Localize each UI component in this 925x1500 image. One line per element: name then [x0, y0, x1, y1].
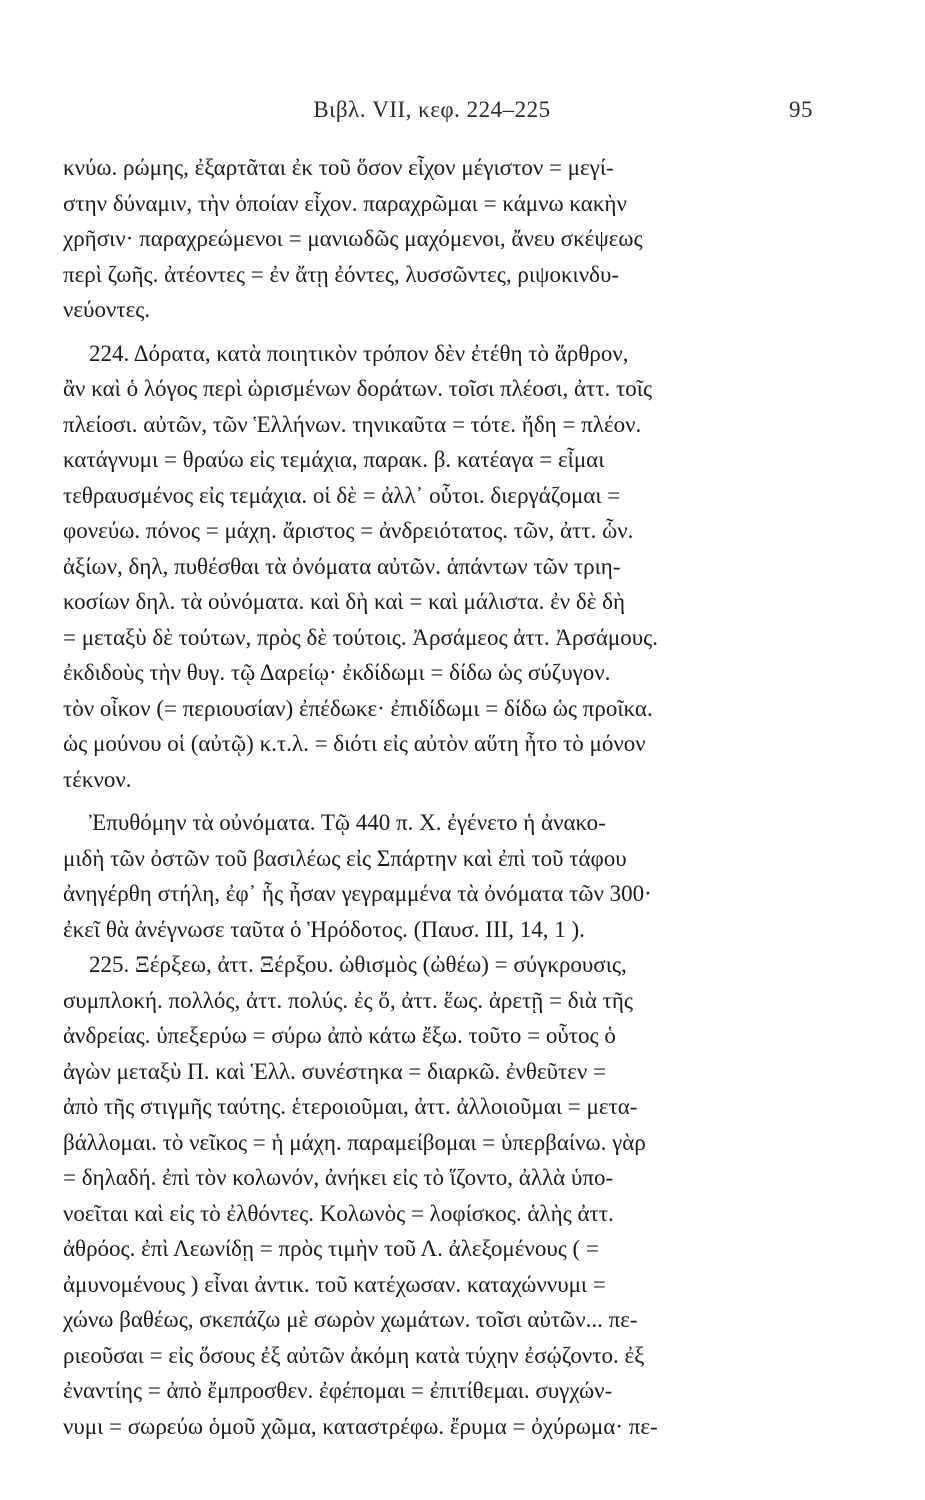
text-line: χώνω βαθέως, σκεπάζω μὲ σωρὸν χωμάτων. τοῖσι αὐτῶν... πε- [63, 1307, 638, 1332]
text-line: φονεύω. πόνος = μάχη. ἄριστος = ἀνδρειότατος. τῶν, ἀττ. ὧν. [63, 518, 634, 543]
text-line: πλείοσι. αὐτῶν, τῶν Ἑλλήνων. τηνικαῦτα = τότε. ἤδη = πλέον. [63, 411, 642, 437]
paragraph-gap [63, 797, 803, 805]
paragraph-gap [63, 328, 803, 336]
text-line: ἀξίων, δηλ, πυθέσθαι τὰ ὀνόματα αὐτῶν. ἁπάντων τῶν τριη- [63, 553, 621, 579]
text-line: νυμι = σωρεύω ὁμοῦ χῶμα, καταστρέφω. ἔρυμα = ὀχύρωμα· πε- [63, 1413, 658, 1439]
text-line: = μεταξὺ δὲ τούτων, πρὸς δὲ τούτοις. Ἀρσάμεος ἀττ. Ἀρσάμους. [63, 624, 658, 650]
text-line: περὶ ζωῆς. ἀτέοντες = ἐν ἄτῃ ἐόντες, λυσσῶντες, ριψοκινδυ- [63, 261, 620, 287]
paragraph-start: Ἐπυθόμην τὰ οὐνόματα. Τῷ 440 π. Χ. ἐγένετο ἡ ἀνακο- [89, 810, 606, 835]
text-line: τέκνον. [63, 766, 132, 792]
text-line: = δηλαδή. ἐπὶ τὸν κολωνόν, ἀνήκει εἰς τὸ ἵζοντο, ἀλλὰ ὑπο- [63, 1165, 614, 1190]
text-line: κοσίων δηλ. τὰ οὐνόματα. καὶ δὴ καὶ = καὶ μάλιστα. ἐν δὲ δὴ [63, 589, 625, 614]
text-line: ἀπὸ τῆς στιγμῆς ταύτης. ἑτεροιοῦμαι, ἀττ. ἀλλοιοῦμαι = μετα- [63, 1094, 638, 1119]
text-line: ὡς μούνου οἱ (αὐτῷ) κ.τ.λ. = διότι εἰς αὐτὸν αὕτη ἦτο τὸ μόνον [63, 731, 646, 756]
running-head: Βιβλ. VII, κεφ. 224–225 [313, 97, 551, 122]
text-line: ἀθρόος. ἐπὶ Λεωνίδῃ = πρὸς τιμὴν τοῦ Λ. ἀλεξομένους ( = [63, 1236, 599, 1261]
text-line: τὸν οἶκον (= περιουσίαν) ἐπέδωκε· ἐπιδίδωμι = δίδω ὡς προῖκα. [63, 695, 653, 721]
section-225-start: 225. Ξέρξεω, ἀττ. Ξέρξου. ὠθισμὸς (ὠθέω) = σύγκρουσις, [89, 952, 627, 977]
text-line: κατάγνυμι = θραύω εἰς τεμάχια, παρακ. β. κατέαγα = εἶμαι [63, 447, 605, 472]
text-line: χρῆσιν· παραχρεώμενοι = μανιωδῶς μαχόμενοι, ἄνευ σκέψεως [63, 226, 643, 251]
section-224-start: 224. Δόρατα, κατὰ ποιητικὸν τρόπον δὲν ἐτέθη τὸ ἄρθρον, [89, 340, 629, 366]
text-line: μιδὴ τῶν ὀστῶν τοῦ βασιλέως εἰς Σπάρτην καὶ ἐπὶ τοῦ τάφου [63, 845, 627, 871]
text-line: νεύοντες. [63, 297, 151, 322]
text-line: ἀνηγέρθη στήλη, ἐφ᾽ ἧς ἦσαν γεγραμμένα τὰ ὀνόματα τῶν 300· [63, 881, 652, 906]
text-line: ἐκδιδοὺς τὴν θυγ. τῷ Δαρείῳ· ἐκδίδωμι = δίδω ὡς σύζυγον. [63, 660, 611, 685]
text-line: στην δύναμιν, τὴν ὁποίαν εἶχον. παραχρῶμαι = κάμνω κακὴν [63, 190, 627, 216]
text-line: τεθραυσμένος εἰς τεμάχια. οἱ δὲ = ἀλλ᾽ οὗτοι. διεργάζομαι = [63, 482, 621, 508]
text-line: νοεῖται καὶ εἰς τὸ ἐλθόντες. Κολωνὸς = λοφίσκος. ἁλὴς ἀττ. [63, 1200, 614, 1226]
text-line: ἂν καὶ ὁ λόγος περὶ ὡρισμένων δοράτων. τοῖσι πλέοσι, ἀττ. τοῖς [63, 376, 653, 401]
page-header [63, 97, 813, 131]
text-line: ἀμυνομένους ) εἶναι ἀντικ. τοῦ κατέχωσαν. καταχώννυμι = [63, 1271, 606, 1297]
text-line: κνύω. ρώμης, ἐξαρτᾶται ἐκ τοῦ ὅσον εἶχον μέγιστον = μεγί- [63, 155, 614, 180]
text-line: βάλλομαι. τὸ νεῖκος = ἡ μάχη. παραμείβομαι = ὑπερβαίνω. γὰρ [63, 1129, 646, 1155]
page-number: 95 [789, 97, 813, 122]
text-line: ἐναντίης = ἀπὸ ἔμπροσθεν. ἐφέπομαι = ἐπιτίθεμαι. συγχών- [63, 1378, 613, 1403]
text-line: συμπλοκή. πολλός, ἀττ. πολύς. ἐς ὅ, ἀττ. ἕως. ἀρετῇ = διὰ τῆς [63, 987, 633, 1013]
text-line: ἀγὼν μεταξὺ Π. καὶ Ἑλλ. συνέστηκα = διαρκῶ. ἐνθεῦτεν = [63, 1058, 607, 1084]
commentary-text [63, 150, 803, 1444]
text-line: ριεοῦσαι = εἰς ὅσους ἐξ αὐτῶν ἀκόμη κατὰ τύχην ἐσῴζοντο. ἐξ [63, 1342, 645, 1368]
text-line: ἀνδρείας. ὑπεξερύω = σύρω ἀπὸ κάτω ἔξω. τοῦτο = οὗτος ὁ [63, 1023, 616, 1048]
text-line: ἐκεῖ θὰ ἀνέγνωσε ταῦτα ὁ Ἡρόδοτος. (Παυσ. III, 14, 1 ). [63, 916, 585, 942]
